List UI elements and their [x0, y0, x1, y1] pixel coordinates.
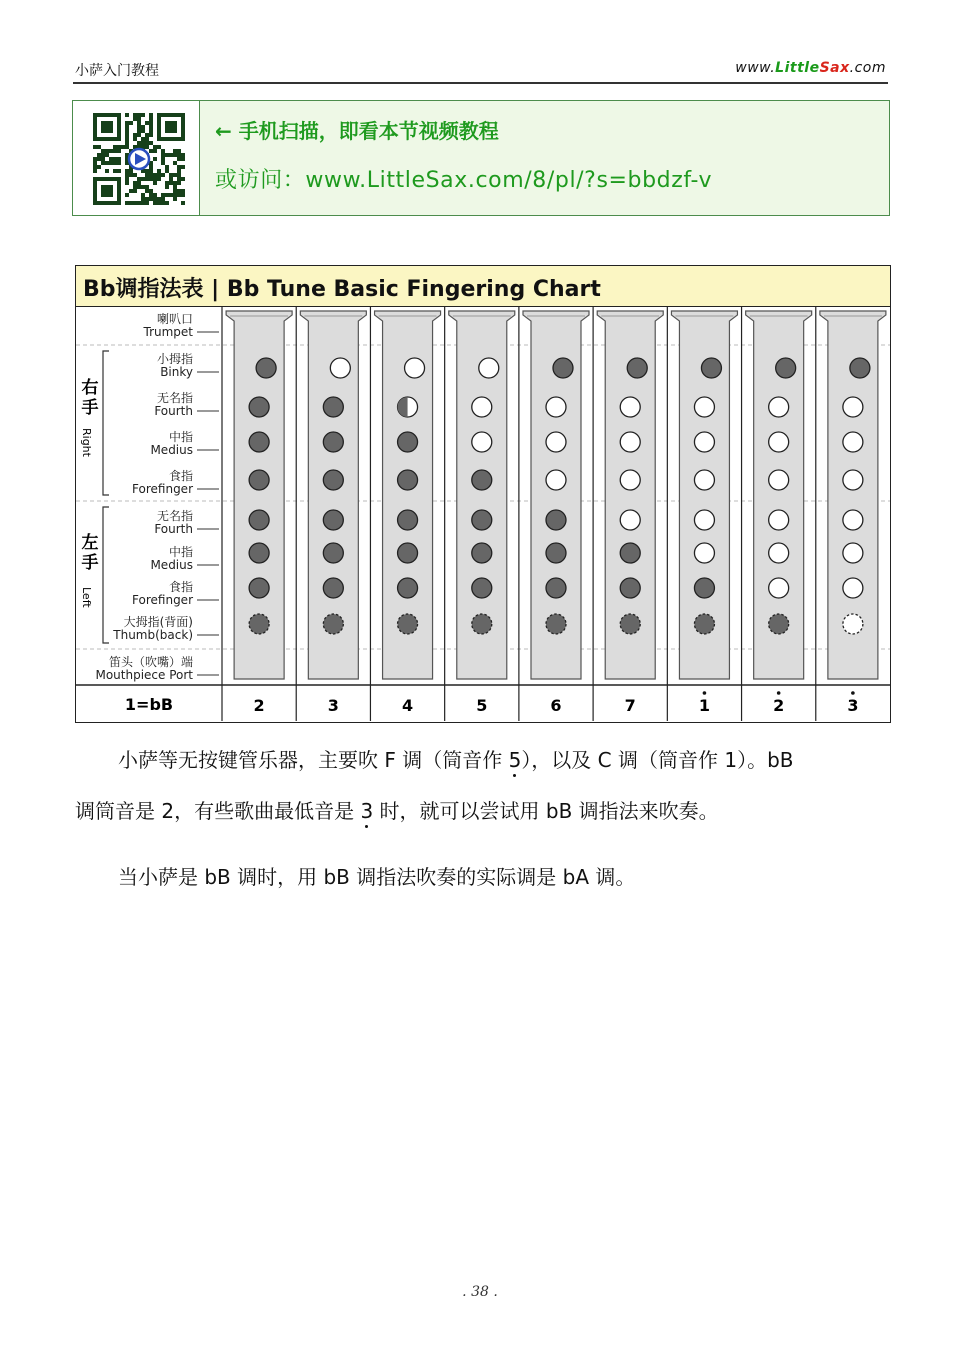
visit-url-link[interactable]: 或访问：www.LittleSax.com/8/pl/?s=bbdzf-v: [215, 168, 713, 193]
hole-5-7: [620, 614, 640, 634]
hole-5-4: [620, 510, 640, 530]
header-title: 小萨入门教程: [75, 63, 159, 79]
p2-text-c: 时，就可以尝试用 bB 调指法来吹奏。: [373, 799, 719, 823]
note-dot-7: [777, 691, 781, 695]
row-label-en-8: Thumb(back): [113, 628, 193, 642]
row-label-zh-9: 笛头（吹嘴）端: [108, 655, 193, 669]
hole-7-3: [769, 470, 789, 490]
hole-5-1: [620, 397, 640, 417]
page-number-value: 38: [471, 1284, 489, 1300]
hole-6-4: [694, 510, 714, 530]
row-label-zh-0: 喇叭口: [156, 312, 193, 326]
hole-6-1: [694, 397, 714, 417]
hole-2-4: [398, 510, 418, 530]
hole-5-5: [620, 543, 640, 563]
hole-5-6: [620, 578, 640, 598]
p2-text-a: 调筒音是 2，有些歌曲最低音是: [75, 799, 361, 823]
hole-8-5: [843, 543, 863, 563]
hole-4-1: [546, 397, 566, 417]
note-label-2: 4: [401, 696, 414, 715]
qr-code-cell: [73, 101, 200, 215]
hole-1-6: [323, 578, 343, 598]
site-suffix: .com: [849, 60, 886, 76]
row-label-en-3: Medius: [150, 443, 193, 457]
hole-3-6: [472, 578, 492, 598]
row-label-en-2: Fourth: [154, 404, 193, 418]
hole-0-2: [249, 432, 269, 452]
hole-4-3: [546, 470, 566, 490]
hole-7-2: [769, 432, 789, 452]
hole-3-0: [479, 358, 499, 378]
hole-7-0: [776, 358, 796, 378]
hole-3-5: [472, 543, 492, 563]
hole-3-3: [472, 470, 492, 490]
row-label-zh-1: 小拇指: [156, 352, 193, 366]
hole-4-0: [553, 358, 573, 378]
hole-2-0: [405, 358, 425, 378]
row-label-zh-4: 食指: [168, 469, 193, 483]
hole-3-1: [472, 397, 492, 417]
hole-3-7: [472, 614, 492, 634]
note-label-3: 5: [476, 696, 488, 715]
hole-8-3: [843, 470, 863, 490]
hole-8-1: [843, 397, 863, 417]
hole-5-2: [620, 432, 640, 452]
hole-0-0: [256, 358, 276, 378]
hole-3-4: [472, 510, 492, 530]
hole-6-6: [694, 578, 714, 598]
hole-4-4: [546, 510, 566, 530]
hole-2-7: [398, 614, 418, 634]
row-label-zh-3: 中指: [168, 430, 193, 444]
row-label-zh-5: 无名指: [156, 509, 193, 523]
site-prefix: www.: [735, 60, 776, 76]
hole-1-2: [323, 432, 343, 452]
row-label-en-4: Forefinger: [132, 482, 193, 496]
hole-0-5: [249, 543, 269, 563]
hole-5-0: [627, 358, 647, 378]
left-hand-label-zh-1: 左: [81, 533, 99, 553]
paragraph-2: [75, 795, 719, 824]
note-label-0: 2: [253, 696, 265, 715]
row-label-zh-2: 无名指: [156, 391, 193, 405]
scan-instruction: ← 手机扫描，即看本节视频教程: [215, 119, 499, 143]
hole-7-5: [769, 543, 789, 563]
right-hand-label-zh-1: 右: [81, 378, 99, 398]
row-label-en-0: Trumpet: [143, 325, 193, 339]
site-red: Sax: [819, 60, 850, 76]
note-label-5: 7: [624, 696, 636, 715]
p1-text-a: 小萨等无按键管乐器，主要吹 F 调（筒音作: [118, 748, 509, 772]
row-label-en-9: Mouthpiece Port: [95, 668, 193, 682]
hole-6-0: [701, 358, 721, 378]
right-hand-label-zh-2: 手: [81, 398, 99, 418]
hole-1-7: [323, 614, 343, 634]
video-info-box: [72, 100, 890, 216]
chart-title: Bb调指法表 | Bb Tune Basic Fingering Chart: [83, 277, 601, 302]
hole-1-1: [323, 397, 343, 417]
hole-0-1: [249, 397, 269, 417]
hole-2-3: [398, 470, 418, 490]
hole-1-0: [330, 358, 350, 378]
hole-3-2: [472, 432, 492, 452]
page-header: [73, 58, 888, 82]
hole-0-7: [249, 614, 269, 634]
left-hand-label-en: Left: [80, 587, 93, 608]
row-label-zh-6: 中指: [168, 545, 193, 559]
hole-2-5: [398, 543, 418, 563]
p2-low-three: 3: [360, 799, 374, 823]
paragraph-3: 当小萨是 bB 调时，用 bB 调指法吹奏的实际调是 bA 调。: [118, 865, 636, 889]
row-label-en-7: Forefinger: [132, 593, 193, 607]
key-label: 1=bB: [124, 695, 174, 714]
paragraph-1: [118, 744, 794, 773]
hole-2-2: [398, 432, 418, 452]
p1-low-five: 5: [508, 748, 522, 772]
hole-8-7: [843, 614, 863, 634]
note-dot-6: [703, 691, 707, 695]
hole-5-3: [620, 470, 640, 490]
header-site-link[interactable]: [735, 60, 886, 76]
hole-7-1: [769, 397, 789, 417]
page-number: . 38 .: [462, 1284, 498, 1300]
hole-8-4: [843, 510, 863, 530]
left-hand-label-zh-2: 手: [81, 553, 99, 573]
row-label-en-6: Medius: [150, 558, 193, 572]
hole-6-2: [694, 432, 714, 452]
hole-0-6: [249, 578, 269, 598]
hole-7-7: [769, 614, 789, 634]
fingering-chart: [75, 265, 891, 723]
hole-7-4: [769, 510, 789, 530]
right-hand-label-en: Right: [80, 428, 93, 457]
hole-8-6: [843, 578, 863, 598]
p1-text-c: ），以及 C 调（筒音作 1）。bB: [521, 748, 794, 772]
site-green: Little: [775, 60, 820, 76]
note-label-6: 1: [698, 696, 711, 715]
header-divider: [73, 82, 888, 84]
hole-1-3: [323, 470, 343, 490]
hole-8-2: [843, 432, 863, 452]
hole-6-3: [694, 470, 714, 490]
hole-2-6: [398, 578, 418, 598]
chart-title-bar: [76, 266, 890, 307]
hole-6-5: [694, 543, 714, 563]
note-dot-8: [851, 691, 855, 695]
note-label-4: 6: [550, 696, 562, 715]
note-label-7: 2: [773, 696, 785, 715]
qr-code-icon[interactable]: [93, 113, 185, 205]
hole-4-2: [546, 432, 566, 452]
row-label-en-5: Fourth: [154, 522, 193, 536]
hole-0-4: [249, 510, 269, 530]
hole-4-5: [546, 543, 566, 563]
hole-4-7: [546, 614, 566, 634]
hole-1-5: [323, 543, 343, 563]
row-label-en-1: Binky: [160, 365, 193, 379]
hole-1-4: [323, 510, 343, 530]
hole-6-7: [694, 614, 714, 634]
hole-4-6: [546, 578, 566, 598]
fingering-chart-graphic: [76, 307, 890, 721]
hole-0-3: [249, 470, 269, 490]
hole-7-6: [769, 578, 789, 598]
row-label-zh-7: 食指: [168, 580, 193, 594]
hole-8-0: [850, 358, 870, 378]
note-label-8: 3: [847, 696, 859, 715]
row-label-zh-8: 大拇指(背面): [123, 615, 193, 629]
note-label-1: 3: [327, 696, 339, 715]
